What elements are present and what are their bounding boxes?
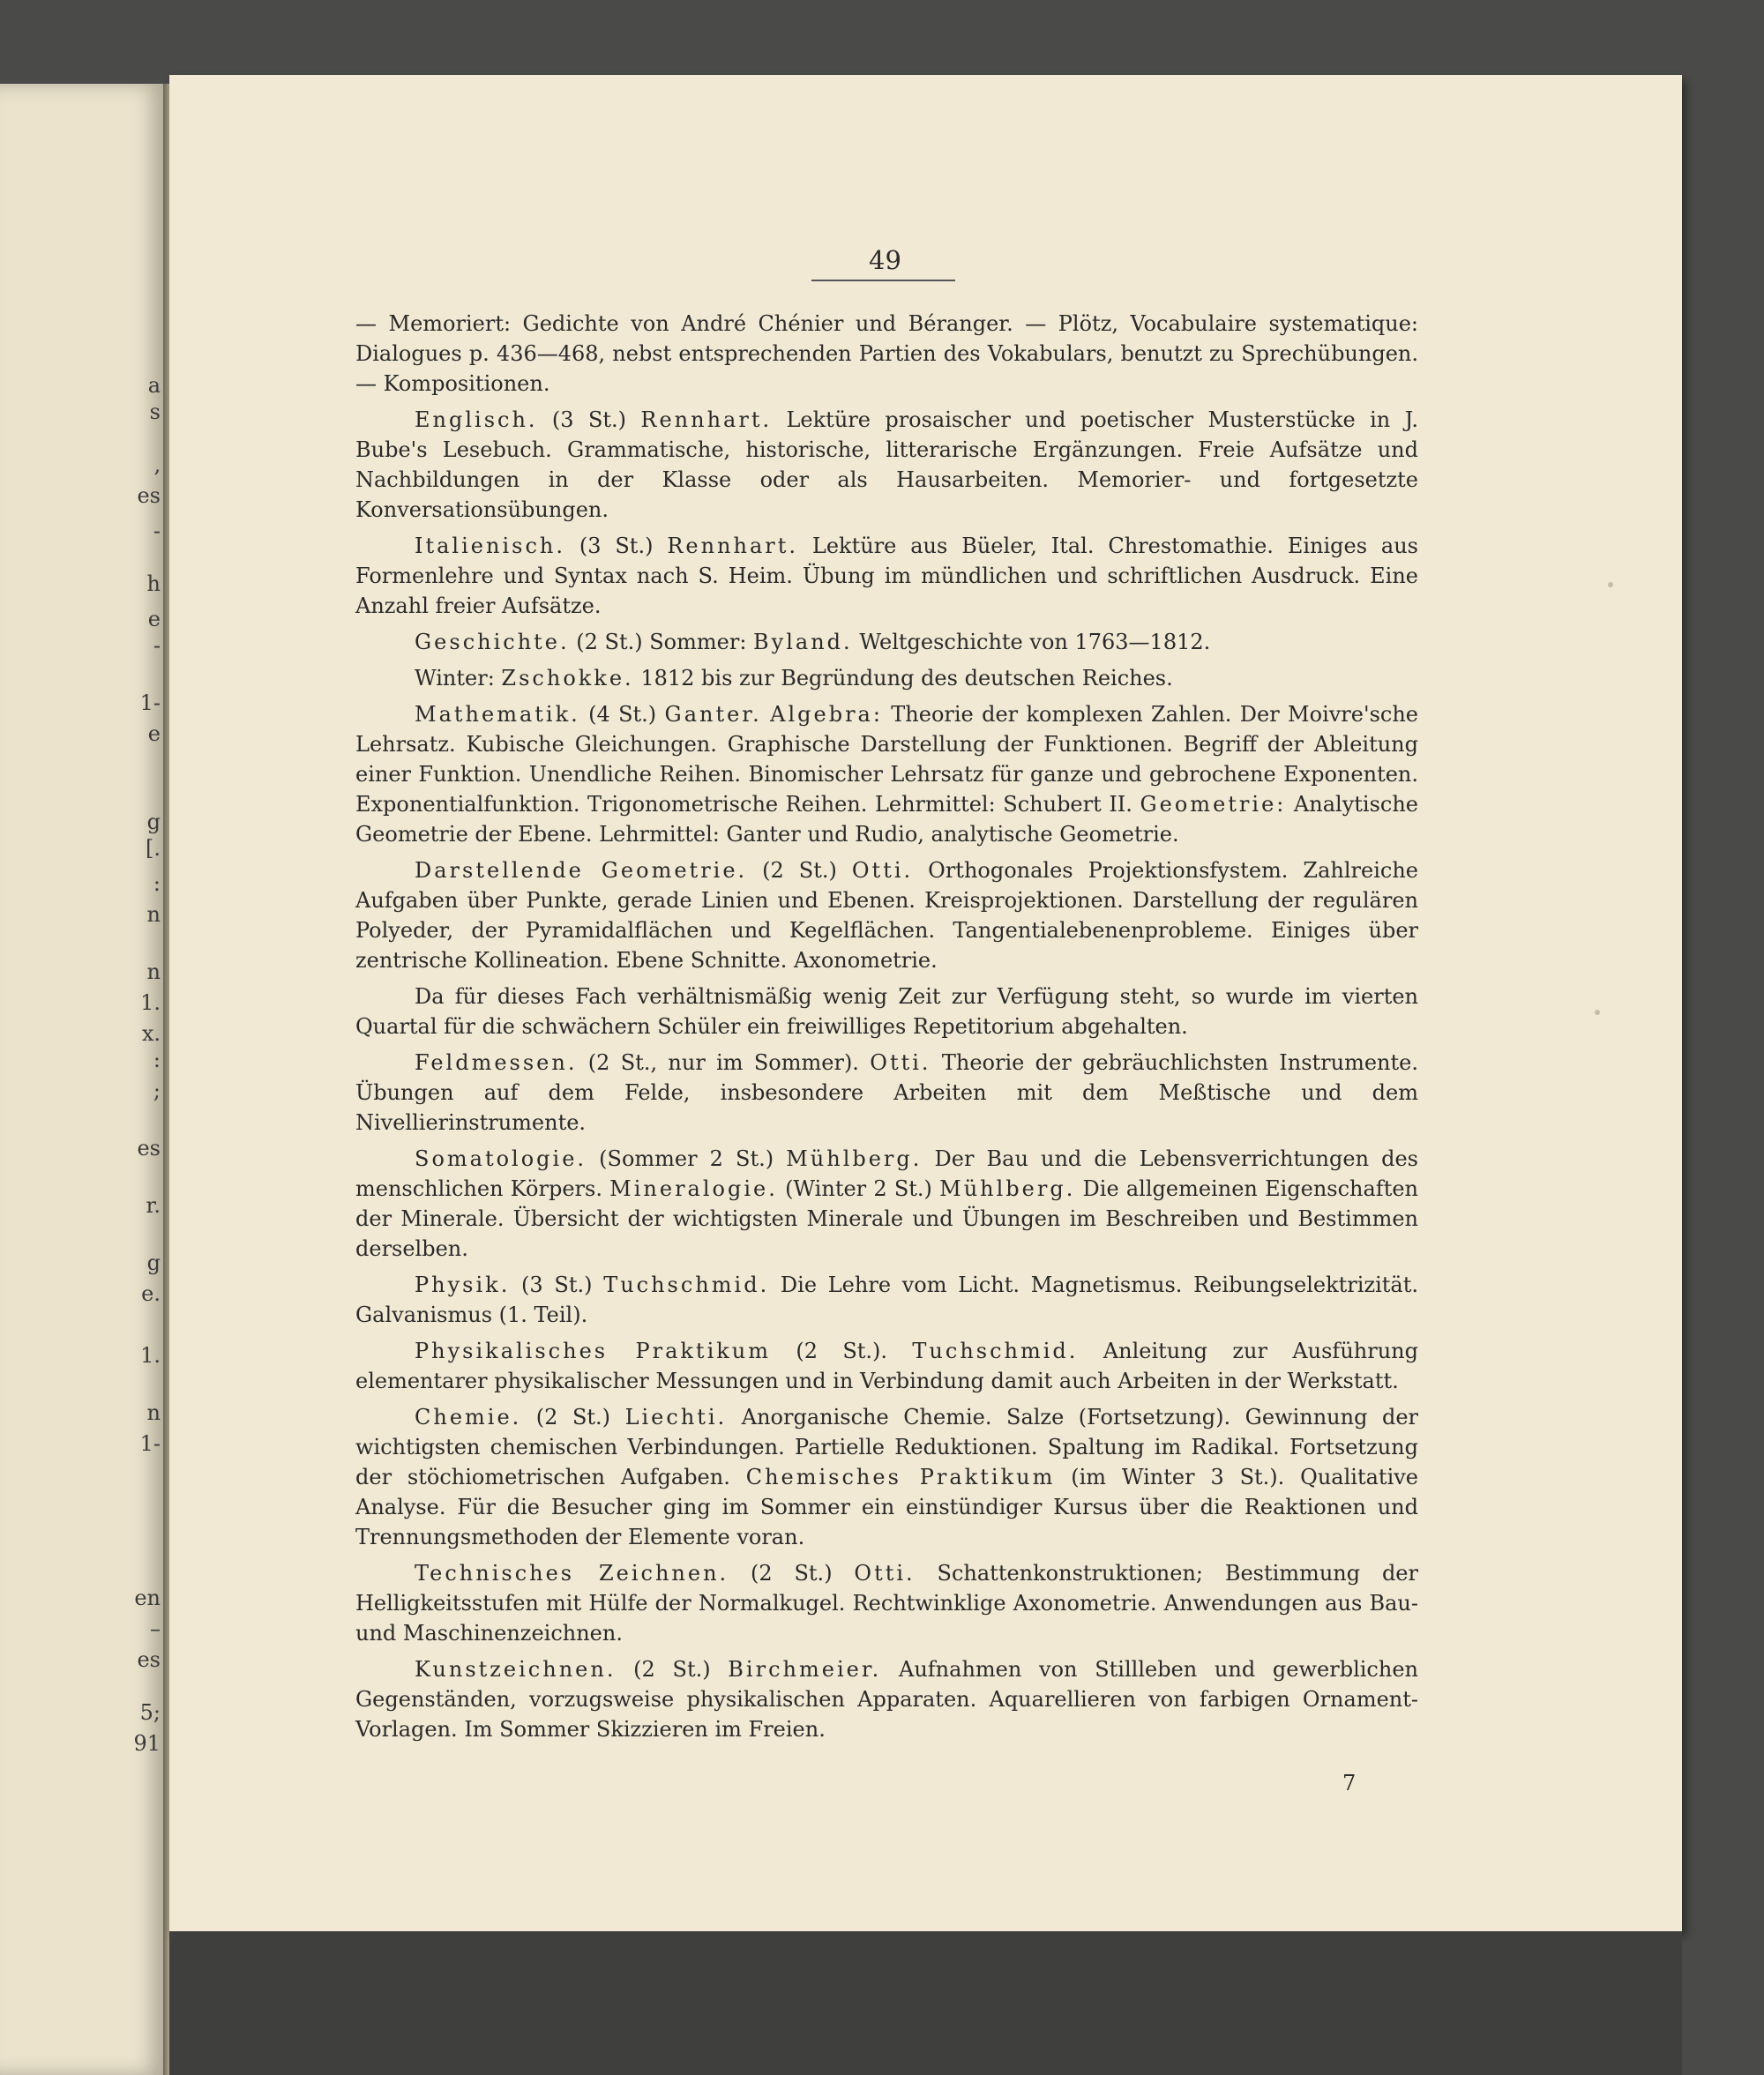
spaced-heading: Technisches Zeichnen. bbox=[415, 1561, 729, 1586]
paper-speck bbox=[1608, 582, 1613, 587]
spaced-heading: Otti. bbox=[854, 1561, 916, 1586]
paragraph-text: Analytische Geometrie der Ebene. Lehrmittel: Ganter und Rudio, analytische Geometrie. bbox=[355, 792, 1419, 847]
body-paragraph bbox=[355, 627, 1418, 657]
left-page-fragment: g bbox=[146, 810, 161, 834]
left-page-fragment: en bbox=[134, 1586, 161, 1610]
spaced-heading: Chemisches Praktikum bbox=[745, 1465, 1056, 1489]
left-page-fragment: n bbox=[146, 1400, 161, 1425]
left-page-fragment: a bbox=[147, 373, 161, 398]
page-bottom-shadow bbox=[169, 1931, 1682, 2075]
paragraph-text: Lektüre aus Büeler, Ital. Chrestomathie. Einiges aus Formenlehre und Syntax nach S. Heim. Übung im mündlichen und schriftlichen Ausdruck. Eine Anzahl freier Aufsätze. bbox=[355, 534, 1418, 618]
spaced-heading: Otti. bbox=[851, 858, 914, 883]
spaced-heading: Physikalisches Praktikum bbox=[415, 1339, 771, 1363]
spaced-heading: Mineralogie. bbox=[609, 1176, 778, 1201]
spaced-heading: Otti. bbox=[870, 1050, 931, 1075]
spaced-heading: Liechti. bbox=[624, 1405, 728, 1429]
paragraph-text: Orthogonales Projektionsfystem. Zahlreiche Aufgaben über Punkte, gerade Linien und Ebenen. Kreisprojektionen. Darstellung der regulären Polyeder, der Pyramidalflächen und Kegelflächen. Tangentialebenenprobleme. Einiges über zentrische Kollineation. Ebene Schnitte. Axonometrie. bbox=[355, 858, 1418, 973]
spaced-heading: Englisch. bbox=[415, 407, 538, 432]
spaced-heading: Mathematik. bbox=[415, 702, 580, 727]
spaced-heading: Ganter. bbox=[664, 702, 762, 727]
body-paragraph bbox=[355, 1270, 1418, 1330]
spaced-heading: Tuchschmid. bbox=[912, 1339, 1079, 1363]
paragraph-text: Schattenkonstruktionen; Bestimmung der Helligkeitsstufen mit Hülfe der Normalkugel. Rechtwinklige Axonometrie. Anwendungen aus Bau- und Maschinenzeichnen. bbox=[355, 1561, 1418, 1646]
spaced-heading: Algebra: bbox=[770, 702, 883, 727]
paragraph-text bbox=[762, 702, 770, 727]
body-paragraph bbox=[355, 1654, 1418, 1744]
sheet-signature-number: 7 bbox=[1342, 1771, 1357, 1795]
spaced-heading: Rennhart. bbox=[640, 407, 773, 432]
paragraph-text: (2 St.) bbox=[521, 1405, 625, 1429]
spaced-heading: Kunstzeichnen. bbox=[415, 1657, 617, 1682]
left-page-fragment: ; bbox=[153, 1079, 161, 1103]
paragraph-text: Der Bau und die Lebensverrichtungen des menschlichen Körpers. bbox=[355, 1146, 1419, 1201]
left-page-fragment: 1- bbox=[139, 1431, 161, 1456]
page-body bbox=[355, 309, 1418, 1750]
spaced-heading: Zschokke. bbox=[501, 666, 634, 690]
left-page-fragment: e. bbox=[141, 1281, 161, 1306]
spaced-heading: Mühlberg. bbox=[786, 1146, 923, 1171]
paragraph-text: (3 St.) bbox=[510, 1273, 604, 1297]
left-page-fragment: s bbox=[149, 399, 161, 424]
body-paragraph bbox=[355, 1144, 1418, 1264]
left-page-fragment: e bbox=[147, 607, 161, 631]
spaced-heading: Physik. bbox=[415, 1273, 511, 1297]
spaced-heading: Tuchschmid. bbox=[603, 1273, 770, 1297]
paragraph-text: (2 St., nur im Sommer). bbox=[577, 1050, 871, 1075]
body-paragraph bbox=[355, 1336, 1418, 1396]
paragraph-text: — Memoriert: Gedichte von André Chénier und Béranger. — Plötz, Vocabulaire systematique: Dialogues p. 436—468, nebst entsprechenden Partien des Vokabulars, benutzt zu Sprechübungen. — Kompositionen. bbox=[355, 311, 1418, 396]
adjacent-left-page bbox=[0, 84, 168, 2075]
spaced-heading: Birchmeier. bbox=[728, 1657, 882, 1682]
paragraph-text: 1812 bis zur Begründung des deutschen Reiches. bbox=[633, 666, 1173, 690]
spaced-heading: Geschichte. bbox=[415, 630, 570, 654]
body-paragraph bbox=[355, 1048, 1418, 1138]
body-paragraph bbox=[355, 405, 1418, 525]
body-paragraph bbox=[355, 982, 1418, 1041]
spaced-heading: Geometrie: bbox=[1140, 792, 1287, 817]
paragraph-text: (2 St.) bbox=[747, 858, 852, 883]
left-page-fragment: - bbox=[153, 633, 161, 658]
paragraph-text: (2 St.) Sommer: bbox=[569, 630, 754, 654]
paragraph-text: (2 St.) bbox=[616, 1657, 729, 1682]
left-page-fragment: 1. bbox=[140, 1343, 161, 1368]
left-page-fragment: - bbox=[153, 519, 161, 543]
page-number-rule bbox=[811, 280, 955, 281]
spaced-heading: Somatologie. bbox=[415, 1146, 587, 1171]
body-paragraph bbox=[355, 309, 1418, 399]
paragraph-text: (Sommer 2 St.) bbox=[587, 1146, 787, 1171]
paper-speck bbox=[1595, 1010, 1600, 1015]
left-page-fragment: 5; bbox=[139, 1700, 161, 1725]
paragraph-text: Lektüre prosaischer und poetischer Musterstücke in J. Bube's Lesebuch. Grammatische, historische, litterarische Ergänzungen. Freie Aufsätze und Nachbildungen in der Klasse oder als Hausarbeiten. Memorier- und fortgesetzte Konversationsübungen. bbox=[355, 407, 1418, 522]
paragraph-text: (3 St.) bbox=[564, 534, 668, 558]
spaced-heading: Mühlberg. bbox=[939, 1176, 1076, 1201]
paragraph-text: (Winter 2 St.) bbox=[777, 1176, 940, 1201]
left-page-fragment: h bbox=[146, 571, 161, 596]
body-paragraph bbox=[355, 1402, 1418, 1552]
paragraph-text: (2 St.). bbox=[771, 1339, 913, 1363]
left-page-fragment: es bbox=[137, 1136, 161, 1161]
left-page-fragment: : bbox=[153, 1048, 161, 1072]
left-page-fragment: r. bbox=[146, 1193, 161, 1218]
left-page-fragment: e bbox=[147, 721, 161, 746]
paragraph-text: Die allgemeinen Eigenschaften der Minerale. Übersicht der wichtigsten Minerale und Übungen im Beschreiben und Bestimmen derselben. bbox=[355, 1176, 1418, 1261]
body-paragraph bbox=[355, 663, 1418, 693]
body-paragraph bbox=[355, 699, 1418, 849]
spaced-heading: Darstellende Geometrie. bbox=[415, 858, 748, 883]
paragraph-text: Aufnahmen von Stillleben und gewerblichen Gegenständen, vorzugsweise physikalischen Apparaten. Aquarellieren von farbigen Ornament-Vorlagen. Im Sommer Skizzieren im Freien. bbox=[355, 1657, 1418, 1742]
left-page-fragment: es bbox=[137, 1647, 161, 1672]
spaced-heading: Rennhart. bbox=[667, 534, 799, 558]
paragraph-text: Die Lehre vom Licht. Magnetismus. Reibungselektrizität. Galvanismus (1. Teil). bbox=[355, 1273, 1418, 1327]
left-page-fragment: g bbox=[146, 1250, 161, 1275]
paragraph-text: (2 St.) bbox=[729, 1561, 855, 1586]
spaced-heading: Italienisch. bbox=[415, 534, 565, 558]
left-page-fragment: es bbox=[137, 483, 161, 508]
paragraph-text: (3 St.) bbox=[537, 407, 641, 432]
left-page-fragment: n bbox=[146, 902, 161, 927]
spaced-heading: Byland. bbox=[753, 630, 853, 654]
paragraph-text: (4 St.) bbox=[579, 702, 665, 727]
left-page-fragment: 1- bbox=[139, 690, 161, 715]
left-page-fragment: 1. bbox=[140, 990, 161, 1015]
spaced-heading: Feldmessen. bbox=[415, 1050, 578, 1075]
paragraph-text: Weltgeschichte von 1763—1812. bbox=[852, 630, 1211, 654]
paragraph-text: Da für dieses Fach verhältnismäßig wenig Zeit zur Verfügung steht, so wurde im vierten Quartal für die schwächern Schüler ein freiwilliges Repetitorium abgehalten. bbox=[355, 984, 1418, 1039]
left-page-fragment: ‚ bbox=[153, 452, 161, 477]
left-page-fragment: n bbox=[146, 959, 161, 984]
left-page-fragment: 91 bbox=[133, 1731, 161, 1756]
paragraph-text: Anleitung zur Ausführung elementarer physikalischer Messungen und in Verbindung damit auch Arbeiten in der Werkstatt. bbox=[355, 1339, 1418, 1393]
paragraph-text: Winter: bbox=[415, 666, 502, 690]
left-page-fragment: x. bbox=[141, 1021, 161, 1046]
body-paragraph bbox=[355, 1558, 1418, 1648]
spaced-heading: Chemie. bbox=[415, 1405, 522, 1429]
body-paragraph bbox=[355, 855, 1418, 975]
body-paragraph bbox=[355, 531, 1418, 621]
page-number: 49 bbox=[869, 245, 901, 275]
paragraph-text: (im Winter 3 St.). Qualitative Analyse. Für die Besucher ging im Sommer ein einstündiger Kursus über die Reaktionen und Trennungsmethoden der Elemente voran. bbox=[355, 1465, 1419, 1549]
paragraph-text: Theorie der komplexen Zahlen. Der Moivre'sche Lehrsatz. Kubische Gleichungen. Graphische Darstellung der Funktionen. Begriff der Ableitung einer Funktion. Unendliche Reihen. Binomischer Lehrsatz für ganze und gebrochene Exponenten. Exponentialfunktion. Trigonometrische Reihen. Lehrmittel: Schubert II. bbox=[355, 702, 1418, 817]
paragraph-text: Theorie der gebräuchlichsten Instrumente. Übungen auf dem Felde, insbesondere Arbeiten mit dem Meßtische und dem Nivellierinstrumente. bbox=[355, 1050, 1418, 1135]
left-page-fragment: [. bbox=[146, 836, 161, 861]
left-page-fragment: – bbox=[150, 1616, 161, 1641]
left-page-fragment: : bbox=[153, 871, 161, 896]
paragraph-text: Anorganische Chemie. Salze (Fortsetzung). Gewinnung der wichtigsten chemischen Verbindungen. Partielle Reduktionen. Spaltung im Radikal. Fortsetzung der stöchiometrischen Aufgaben. bbox=[355, 1405, 1418, 1489]
